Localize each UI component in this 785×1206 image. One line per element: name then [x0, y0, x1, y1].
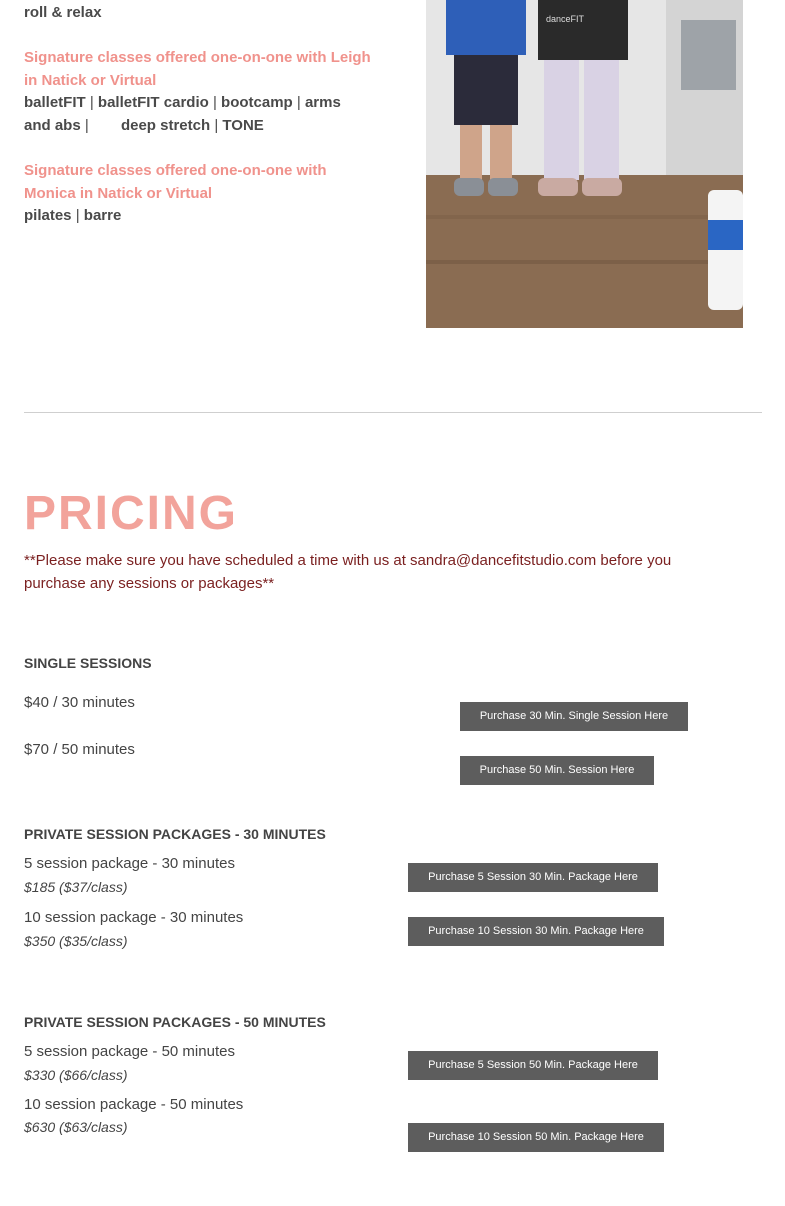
separator: |	[75, 207, 80, 224]
monica-class-list	[24, 205, 121, 228]
separator: |	[89, 94, 94, 111]
packages-30-heading: PRIVATE SESSION PACKAGES - 30 MINUTES	[24, 826, 326, 842]
purchase-5x30-package-button[interactable]: Purchase 5 Session 30 Min. Package Here	[408, 863, 658, 892]
purchase-single-50-button[interactable]: Purchase 50 Min. Session Here	[460, 756, 654, 785]
pricing-title: PRICING	[24, 487, 239, 540]
class-balletfit: balletFIT	[24, 94, 86, 111]
package-5x30-name: 5 session package - 30 minutes	[24, 855, 235, 872]
single-sessions-heading: SINGLE SESSIONS	[24, 655, 152, 671]
packages-50-heading: PRIVATE SESSION PACKAGES - 50 MINUTES	[24, 1014, 326, 1030]
shirt-text: danceFIT	[546, 14, 585, 24]
scheduling-notice: **Please make sure you have scheduled a time with us at sandra@dancefitstudio.com before you purchase any sessions or packages**	[24, 552, 672, 592]
roll-relax-class: roll & relax	[24, 4, 102, 21]
package-10x30-price: $350 ($35/class)	[24, 933, 128, 949]
class-barre: barre	[83, 207, 122, 224]
class-arms-abs: arms and abs	[24, 94, 341, 134]
single-30-price: $40 / 30 minutes	[24, 694, 135, 711]
purchase-10x30-package-button[interactable]: Purchase 10 Session 30 Min. Package Here	[408, 917, 664, 946]
leigh-class-list	[24, 92, 364, 137]
section-divider	[24, 412, 762, 413]
class-pilates: pilates	[24, 207, 72, 224]
leigh-heading: Signature classes offered one-on-one with Leigh in Natick or Virtual	[24, 49, 371, 89]
purchase-10x50-package-button[interactable]: Purchase 10 Session 50 Min. Package Here	[408, 1123, 664, 1152]
package-10x50-price: $630 ($63/class)	[24, 1119, 128, 1135]
package-10x50-name: 10 session package - 50 minutes	[24, 1096, 244, 1113]
studio-photo	[426, 0, 743, 328]
package-5x50-name: 5 session package - 50 minutes	[24, 1043, 235, 1060]
separator: |	[214, 116, 219, 134]
class-tone: TONE	[222, 116, 264, 134]
package-5x30-price: $185 ($37/class)	[24, 879, 128, 895]
separator: |	[296, 94, 301, 111]
studio-photo-illustration	[426, 0, 743, 328]
monica-heading: Signature classes offered one-on-one with Monica in Natick or Virtual	[24, 162, 327, 202]
separator: |	[212, 94, 217, 111]
single-50-price: $70 / 50 minutes	[24, 741, 135, 758]
class-bootcamp: bootcamp	[221, 94, 293, 111]
purchase-single-30-button[interactable]: Purchase 30 Min. Single Session Here	[460, 702, 688, 731]
class-balletfit-cardio: balletFIT cardio	[97, 94, 209, 111]
package-10x30-name: 10 session package - 30 minutes	[24, 909, 244, 926]
purchase-5x50-package-button[interactable]: Purchase 5 Session 50 Min. Package Here	[408, 1051, 658, 1080]
package-5x50-price: $330 ($66/class)	[24, 1067, 128, 1083]
class-deep-stretch: deep stretch	[120, 116, 211, 134]
separator: |	[84, 116, 89, 134]
